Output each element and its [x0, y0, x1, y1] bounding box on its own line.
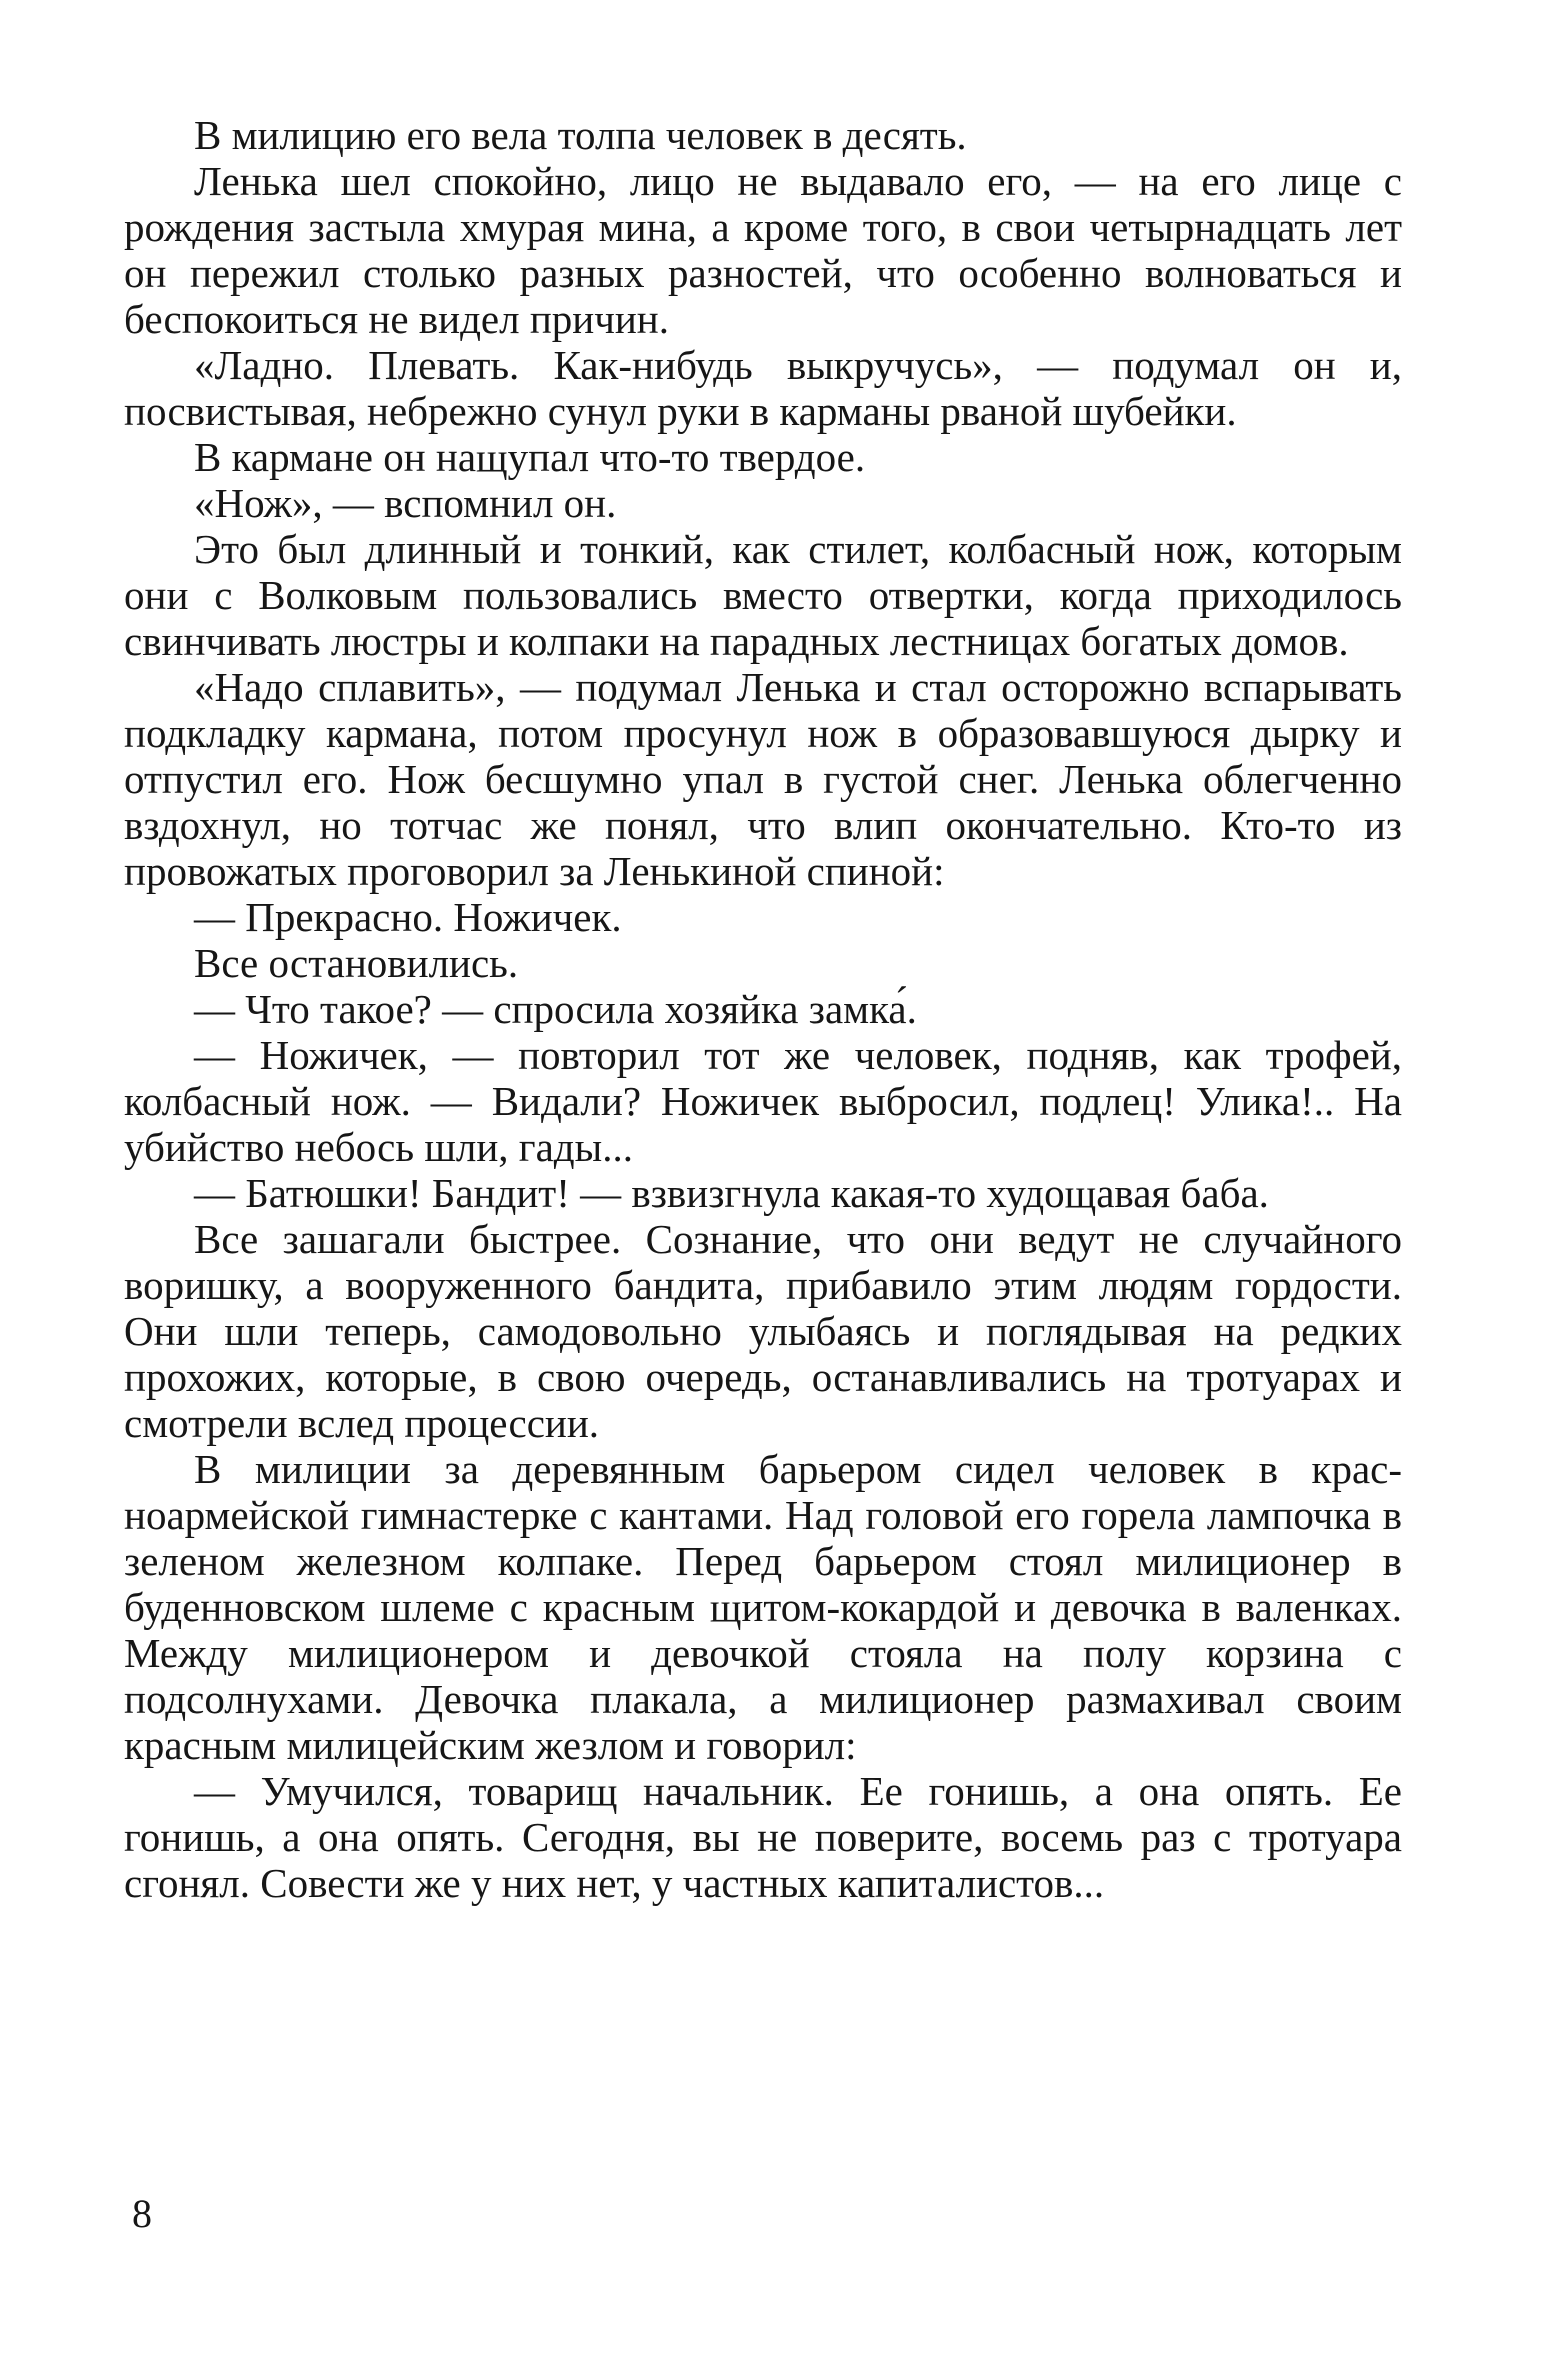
paragraph: В кармане он нащупал что-то твердое.	[194, 434, 866, 480]
paragraph: Это был длинный и тонкий, как стилет, колбасный нож, которым они с Волковым пользовались вместо отвертки, когда приходилось свинчивать люстры и колпаки на парадных лестницах богатых домов.	[124, 526, 1402, 664]
paragraph: — Умучился, товарищ начальник. Ее гонишь, а она опять. Ее гонишь, а она опять. Сегодня, вы не поверите, восемь раз с тротуара сгонял. Совести же у них нет, у частных капиталистов...	[124, 1768, 1402, 1906]
paragraph: — Прекрасно. Ножичек.	[194, 894, 622, 940]
paragraph: Все остановились.	[194, 940, 519, 986]
paragraph: — Ножичек, — повторил тот же человек, подняв, как трофей, колбасный нож. — Видали? Ножичек выбросил, подлец! Улика!.. На убийство небось шли, гады...	[124, 1032, 1402, 1170]
paragraph: — Батюшки! Бандит! — взвизгнула какая-то худощавая баба.	[194, 1170, 1269, 1216]
paragraph: В милиции за деревянным барьером сидел человек в красноармейской гимнастерке с кантами. Над головой его горела лампочка в зеленом железном колпаке. Перед барьером стоял милиционер в буденновском шлеме с красным щитом-кокардой и девочка в валенках. Между милиционером и девочкой стояла на полу корзина с подсолнухами. Девочка плакала, а милиционер размахивал своим красным милицейским жезлом и говорил:	[124, 1446, 1402, 1768]
paragraph: «Нож», — вспомнил он.	[194, 480, 617, 526]
paragraph: «Надо сплавить», — подумал Ленька и стал осторожно вспарывать подкладку кармана, потом просунул нож в образовавшуюся дырку и отпустил его. Нож бесшумно упал в густой снег. Ленька облегченно вздохнул, но тотчас же понял, что влип окончательно. Кто-то из провожатых проговорил за Ленькиной спиной:	[124, 664, 1402, 894]
paragraph: — Что такое? — спросила хозяйка замка́.	[194, 986, 917, 1032]
page-number: 8	[132, 2191, 152, 2236]
paragraph: Все зашагали быстрее. Сознание, что они ведут не случайного воришку, а вооруженного бандита, прибавило этим людям гордости. Они шли теперь, самодовольно улыбаясь и поглядывая на редких прохожих, которые, в свою очередь, останавливались на тротуарах и смотрели вслед процессии.	[124, 1216, 1402, 1446]
book-page	[124, 112, 1402, 1906]
paragraph: «Ладно. Плевать. Как-нибудь выкручусь», — подумал он и, посвистывая, небрежно сунул руки в карманы рваной шубейки.	[124, 342, 1402, 434]
paragraph: В милицию его вела толпа человек в десять.	[194, 112, 967, 158]
paragraph: Ленька шел спокойно, лицо не выдавало его, — на его лице с рождения застыла хмурая мина, а кроме того, в свои четырнадцать лет он пережил столько разных разностей, что особенно волноваться и беспокоиться не видел причин.	[124, 158, 1402, 342]
